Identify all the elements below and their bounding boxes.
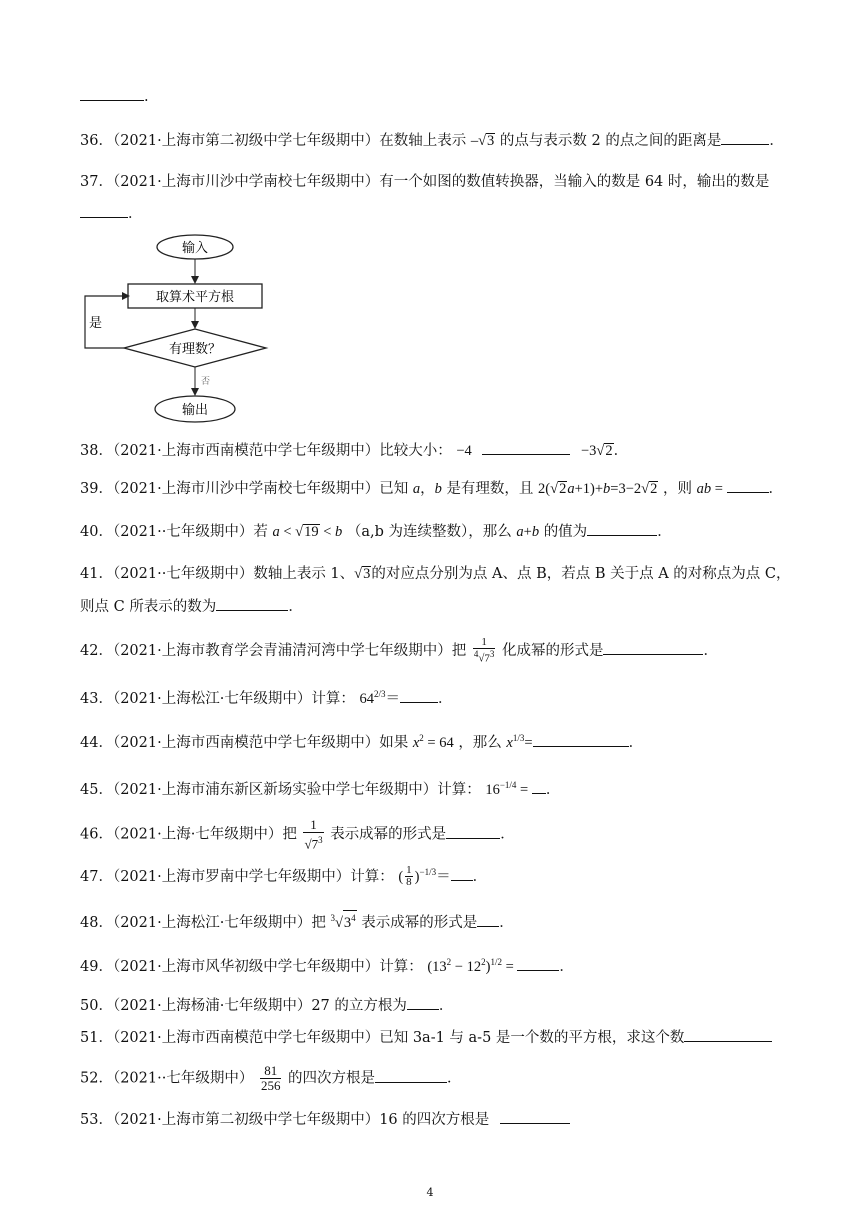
flow-decision-label: 有理数？ <box>168 342 222 357</box>
question-41: 41．（2021··七年级期中）数轴上表示 1、√3的对应点分别为点 A、点 B，若点 B 关于点 A 的对称点为点 C， <box>80 566 791 582</box>
answer-blank <box>446 824 500 839</box>
answer-blank <box>451 866 473 881</box>
answer-blank <box>482 440 570 455</box>
question-52: 52．（2021··七年级期中） $\frac{81}{256}$ 的四次方根是 ． <box>80 1063 462 1093</box>
top-blank-line: . <box>80 86 780 107</box>
answer-blank <box>407 995 439 1010</box>
answer-blank <box>533 732 629 747</box>
question-49: 49．（2021·上海市风华初级中学七年级期中）计算： $(13^2 - 12^2)^{1/2}$ = ． <box>80 957 574 975</box>
question-53: 53．（2021·上海市第二初级中学七年级期中）16 的四次方根是 <box>80 1109 780 1130</box>
question-43: 43．（2021·上海松江·七年级期中）计算： $64^{2/3}=$ ． <box>80 689 453 707</box>
flow-input-label: 输入 <box>181 241 209 256</box>
question-50: 50．（2021·上海杨浦·七年级期中）27 的立方根为 ． <box>80 995 780 1016</box>
question-36: 36．（2021·上海市第二初级中学七年级期中）在数轴上表示 –√3 的点与表示数 2 的点之间的距离是 ． <box>80 130 780 151</box>
answer-blank <box>477 912 499 927</box>
flow-step-label: 取算术平方根 <box>155 290 235 305</box>
answer-blank <box>727 478 769 493</box>
converter-flowchart <box>80 232 280 427</box>
question-40: 40．（2021··七年级期中）若 a < √19 < b （a,b 为连续整数），那么 a+b 的值为 ． <box>80 521 780 542</box>
question-48: 48．（2021·上海松江·七年级期中）把 $^3√3^4$ 表示成幂的形式是 ． <box>80 908 780 933</box>
answer-blank <box>80 86 144 101</box>
question-41-line2: 则点 C 所表示的数为 ． <box>80 596 780 617</box>
answer-blank <box>400 688 438 703</box>
answer-blank <box>532 779 546 794</box>
flow-no-label: 否 <box>201 377 211 387</box>
answer-blank <box>375 1068 447 1083</box>
question-37: 37．（2021·上海市川沙中学南校七年级期中）有一个如图的数值转换器，当输入的数是 64 时，输出的数是 <box>80 174 770 190</box>
question-45: 45．（2021·上海市浦东新区新场实验中学七年级期中）计算： $16^{-1/4}$ = ． <box>80 780 561 798</box>
page-number: 4 <box>426 1186 434 1199</box>
question-38: 38．（2021·上海市西南模范中学七年级期中）比较大小： −4 −3√2． <box>80 440 780 461</box>
answer-blank <box>80 203 128 218</box>
answer-blank <box>216 596 288 611</box>
question-44: 44．（2021·上海市西南模范中学七年级期中）如果 $x^2 = 64$ ，那么 $x^{1/3}=$ ． <box>80 733 644 751</box>
question-42: 42．（2021·上海市教育学会青浦清河湾中学七年级期中）把 $\frac{1}{^4√7^3}$ 化成幂的形式是 ． <box>80 636 718 665</box>
question-51: 51．（2021·上海市西南模范中学七年级期中）已知 3a-1 与 a-5 是一个数的平方根，求这个数 <box>80 1027 780 1048</box>
answer-blank <box>603 640 703 655</box>
question-47: 47．（2021·上海市罗南中学七年级期中）计算： ( $\frac{1}{8}$ )$^{-1/3}$＝ ． <box>80 864 488 889</box>
answer-blank <box>500 1109 570 1124</box>
question-39: 39．（2021·上海市川沙中学南校七年级期中）已知 a，b 是有理数，且 2(√2a+1)+b=3−2√2 ，则 ab = ． <box>80 478 780 499</box>
answer-blank <box>517 956 559 971</box>
question-37-blank-line: ． <box>80 203 780 224</box>
answer-blank <box>721 130 769 145</box>
flow-yes-label: 是 <box>89 316 103 331</box>
flow-output-label: 输出 <box>181 403 209 418</box>
answer-blank <box>684 1027 772 1042</box>
question-46: 46．（2021·上海·七年级期中）把 $\frac{1}{√7^3}$ 表示成幂的形式是 ． <box>80 817 515 852</box>
answer-blank <box>587 521 657 536</box>
